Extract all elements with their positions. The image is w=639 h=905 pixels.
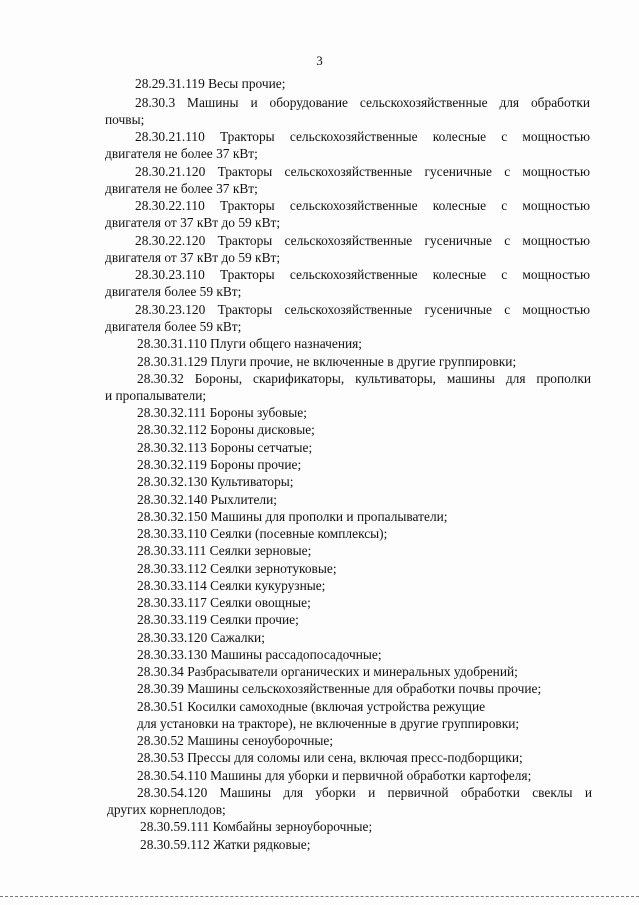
list-item: 28.30.33.114 Сеялки кукурузные; [137,578,326,593]
list-item: 28.30.32 Бороны, скарификаторы, культиваторы, машины для прополки [137,371,591,386]
list-item: 28.30.59.111 Комбайны зерноуборочные; [140,819,373,834]
list-item: 28.30.21.110 Тракторы сельскохозяйственные колесные с мощностью [135,129,590,144]
list-item: 28.30.32.119 Бороны прочие; [137,457,302,472]
list-item-continuation: для установки на тракторе), не включенные в другие группировки; [137,716,520,731]
list-item-continuation: двигателя более 59 кВт; [105,284,242,299]
list-item: 28.30.32.150 Машины для прополки и пропалыватели; [137,509,448,524]
list-item: 28.30.33.111 Сеялки зерновые; [137,543,312,558]
list-item: 28.30.52 Машины сеноуборочные; [137,733,334,748]
list-item: 28.30.33.120 Сажалки; [137,630,265,645]
list-item-continuation: почвы; [105,112,145,127]
list-item: 28.30.31.129 Плуги прочие, не включенные в другие группировки; [137,354,517,369]
list-item-continuation: двигателя от 37 кВт до 59 кВт; [105,215,281,230]
list-item-continuation: двигателя более 59 кВт; [105,319,242,334]
list-item: 28.30.32.112 Бороны дисковые; [137,422,315,437]
list-item: 28.29.31.119 Весы прочие; [135,76,286,91]
list-item: 28.30.22.110 Тракторы сельскохозяйственные колесные с мощностью [135,198,590,213]
list-item: 28.30.33.119 Сеялки прочие; [137,612,299,627]
list-item: 28.30.33.117 Сеялки овощные; [137,595,311,610]
list-item: 28.30.54.110 Машины для уборки и первичной обработки картофеля; [137,768,532,783]
list-item-continuation: двигателя не более 37 кВт; [105,146,258,161]
list-item: 28.30.33.130 Машины рассадопосадочные; [137,647,382,662]
list-item: 28.30.32.130 Культиваторы; [137,474,294,489]
list-item: 28.30.59.112 Жатки рядковые; [140,837,311,852]
list-item: 28.30.54.120 Машины для уборки и первичной обработки свеклы и [137,785,592,800]
list-item: 28.30.3 Машины и оборудование сельскохозяйственные для обработки [135,95,590,110]
list-item-continuation: двигателя от 37 кВт до 59 кВт; [105,250,281,265]
list-item: 28.30.53 Прессы для соломы или сена, включая пресс-подборщики; [137,750,523,765]
list-item: 28.30.32.140 Рыхлители; [137,492,278,507]
list-item: 28.30.32.113 Бороны сетчатые; [137,440,313,455]
list-item: 28.30.23.120 Тракторы сельскохозяйственные гусеничные с мощностью [135,302,590,317]
list-item-continuation: других корнеплодов; [107,802,226,817]
list-item-continuation: двигателя не более 37 кВт; [105,181,258,196]
page-number: 3 [316,53,323,68]
list-item: 28.30.31.110 Плуги общего назначения; [137,336,363,351]
list-item: 28.30.39 Машины сельскохозяйственные для обработки почвы прочие; [137,681,542,696]
list-item: 28.30.51 Косилки самоходные (включая устройства режущие [137,699,486,714]
list-item: 28.30.21.120 Тракторы сельскохозяйственные гусеничные с мощностью [135,164,590,179]
list-item: 28.30.32.111 Бороны зубовые; [137,405,307,420]
list-item: 28.30.33.110 Сеялки (посевные комплексы); [137,526,388,541]
page-bottom-edge [0,896,639,897]
list-item: 28.30.34 Разбрасыватели органических и минеральных удобрений; [137,664,518,679]
list-item: 28.30.23.110 Тракторы сельскохозяйственные колесные с мощностью [135,267,590,282]
list-item: 28.30.22.120 Тракторы сельскохозяйственные гусеничные с мощностью [135,233,590,248]
list-item: 28.30.33.112 Сеялки зернотуковые; [137,561,337,576]
list-item-continuation: и пропалыватели; [105,388,207,403]
